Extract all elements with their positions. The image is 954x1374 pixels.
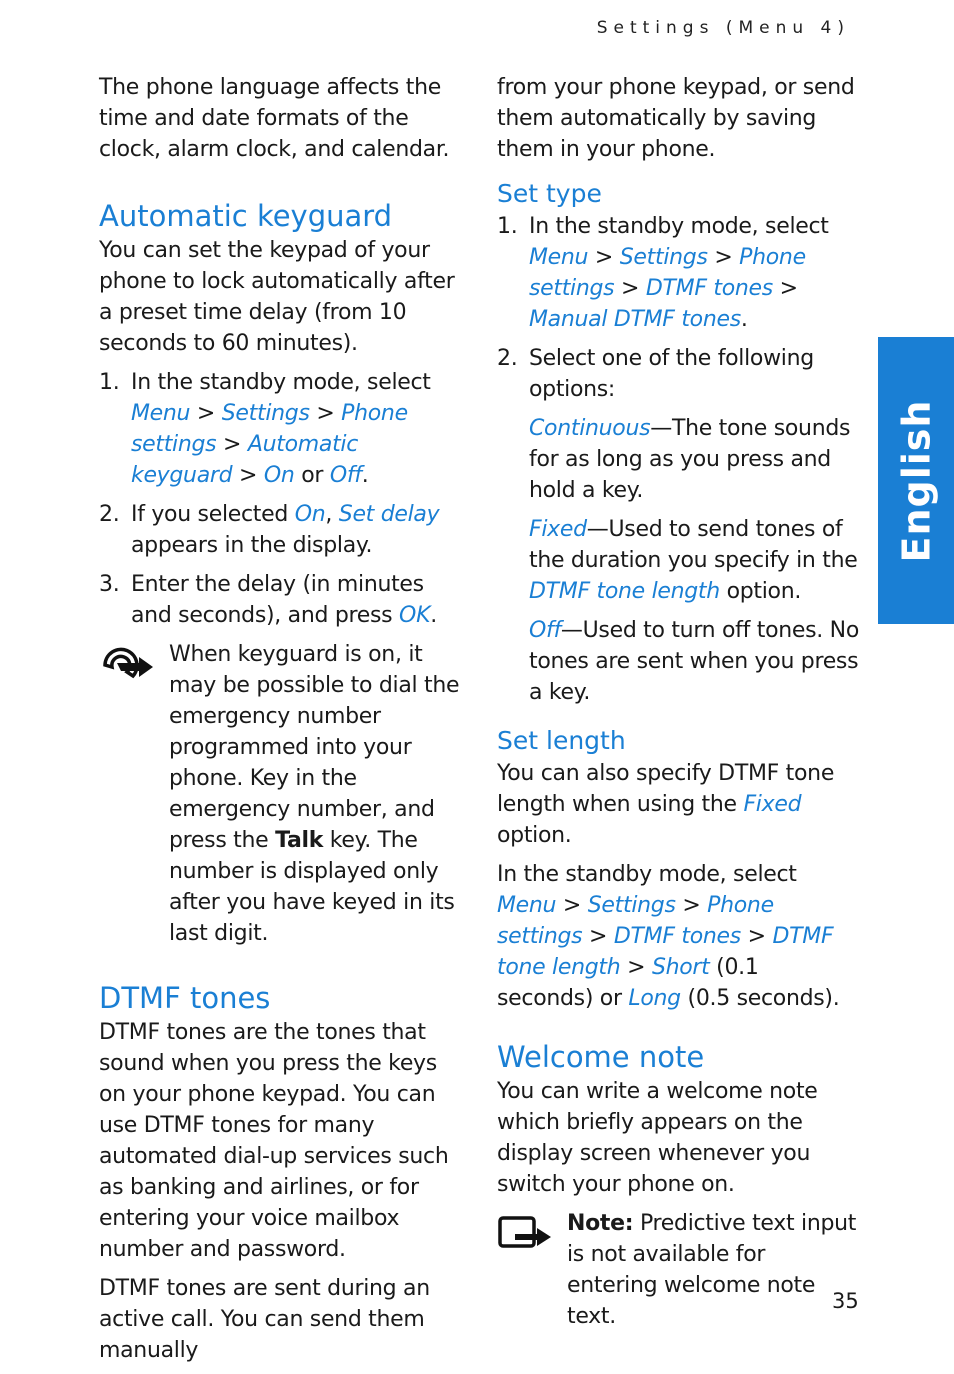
settings-link: Settings <box>587 893 676 918</box>
welcome-note-description: You can write a welcome note which briefly appears on the display screen whenever you switch your phone on. <box>497 1079 818 1197</box>
heading-automatic-keyguard: Automatic keyguard <box>99 199 393 233</box>
dtmf-tone-length-link: DTMF tone length <box>529 579 720 604</box>
manual-dtmf-tones-link: Manual DTMF tones <box>529 307 741 332</box>
keyguard-note-text: When keyguard is on, it may be possible to dial the emergency number programmed into your phone. Key in the emergency number, and press the Talk key. The number is displayed only after you have keyed in its last digit. <box>169 642 460 946</box>
heading-set-type: Set type <box>497 179 602 208</box>
short-link: Short <box>651 955 710 980</box>
settings-link: Settings <box>619 245 708 270</box>
set-length-instructions: In the standby mode, select Menu > Settings > Phone settings > DTMF tones > DTMF tone length > Short (0.1 seconds) or Long (0.5 seconds). <box>497 862 840 1011</box>
set-type-step-2: 2. Select one of the following options: <box>497 346 814 402</box>
menu-link: Menu <box>131 401 191 426</box>
option-fixed: Fixed—Used to send tones of the duration you specify in the DTMF tone length option. <box>529 517 858 604</box>
language-intro: The phone language affects the time and date formats of the clock, alarm clock, and calendar. <box>99 75 450 162</box>
on-link: On <box>294 502 326 527</box>
dtmf-continued-text: from your phone keypad, or send them automatically by saving them in your phone. <box>497 75 855 162</box>
ok-link: OK <box>399 603 431 628</box>
talk-key-label: Talk <box>275 828 324 853</box>
set-delay-link: Set delay <box>338 502 440 527</box>
long-link: Long <box>628 986 681 1011</box>
option-off: Off—Used to turn off tones. No tones are sent when you press a key. <box>529 618 859 705</box>
menu-link: Menu <box>529 245 589 270</box>
keyguard-description: You can set the keypad of your phone to lock automatically after a preset time delay (from 10 seconds to 60 minutes). <box>99 238 455 356</box>
heading-welcome-note: Welcome note <box>497 1040 705 1074</box>
set-type-steps <box>497 211 859 405</box>
fixed-link: Fixed <box>743 792 802 817</box>
keyguard-step-3: 3. Enter the delay (in minutes and seconds), and press OK. <box>99 572 437 628</box>
dtmf-tone-length-link: DTMF tone length <box>497 924 834 980</box>
keyguard-steps <box>99 367 461 631</box>
dtmf-tones-link: DTMF tones <box>613 924 741 949</box>
heading-set-length: Set length <box>497 726 626 755</box>
phone-settings-link: Phone settings <box>131 401 408 457</box>
heading-dtmf-tones: DTMF tones <box>99 981 271 1015</box>
left-column <box>99 72 461 1374</box>
keyguard-warning-note <box>99 639 461 949</box>
running-header: Settings (Menu 4) <box>596 18 850 38</box>
option-continuous: Continuous—The tone sounds for as long as you press and hold a key. <box>529 416 851 503</box>
set-length-description: You can also specify DTMF tone length when using the Fixed option. <box>497 761 835 848</box>
keyguard-step-2: 2. If you selected On, Set delay appears in the display. <box>99 502 440 558</box>
phone-settings-link: Phone settings <box>529 245 806 301</box>
continuous-link: Continuous <box>529 416 651 441</box>
welcome-note-tip <box>497 1208 859 1332</box>
automatic-keyguard-link: Automatic keyguard <box>131 432 359 488</box>
dtmf-description: DTMF tones are the tones that sound when you press the keys on your phone keypad. You can use DTMF tones for many automated dial-up services such as banking and airlines, or for entering your voice mailbox number and password. <box>99 1020 449 1262</box>
set-type-step-1: 1. In the standby mode, select Menu > Settings > Phone settings > DTMF tones > Manual DTMF tones. <box>497 214 829 332</box>
language-side-tab <box>878 337 954 624</box>
dtmf-sent-text: DTMF tones are sent during an active call. You can send them manually <box>99 1276 430 1363</box>
warning-hand-icon <box>99 639 169 949</box>
page-number: 35 <box>832 1289 859 1313</box>
off-link: Off <box>329 463 362 488</box>
language-tab-label: English <box>894 399 938 562</box>
note-pencil-icon <box>497 1208 567 1332</box>
phone-settings-link: Phone settings <box>497 893 774 949</box>
settings-link: Settings <box>221 401 310 426</box>
note-label: Note: <box>567 1211 634 1236</box>
keyguard-step-1: 1. In the standby mode, select Menu > Settings > Phone settings > Automatic keyguard > On or Off. <box>99 370 431 488</box>
off-link: Off <box>529 618 561 643</box>
dtmf-tones-link: DTMF tones <box>645 276 773 301</box>
right-column <box>497 72 859 1332</box>
fixed-link: Fixed <box>529 517 587 542</box>
welcome-note-tip-text: Note: Predictive text input is not available for entering welcome note text. <box>567 1211 857 1329</box>
menu-link: Menu <box>497 893 557 918</box>
on-link: On <box>263 463 295 488</box>
